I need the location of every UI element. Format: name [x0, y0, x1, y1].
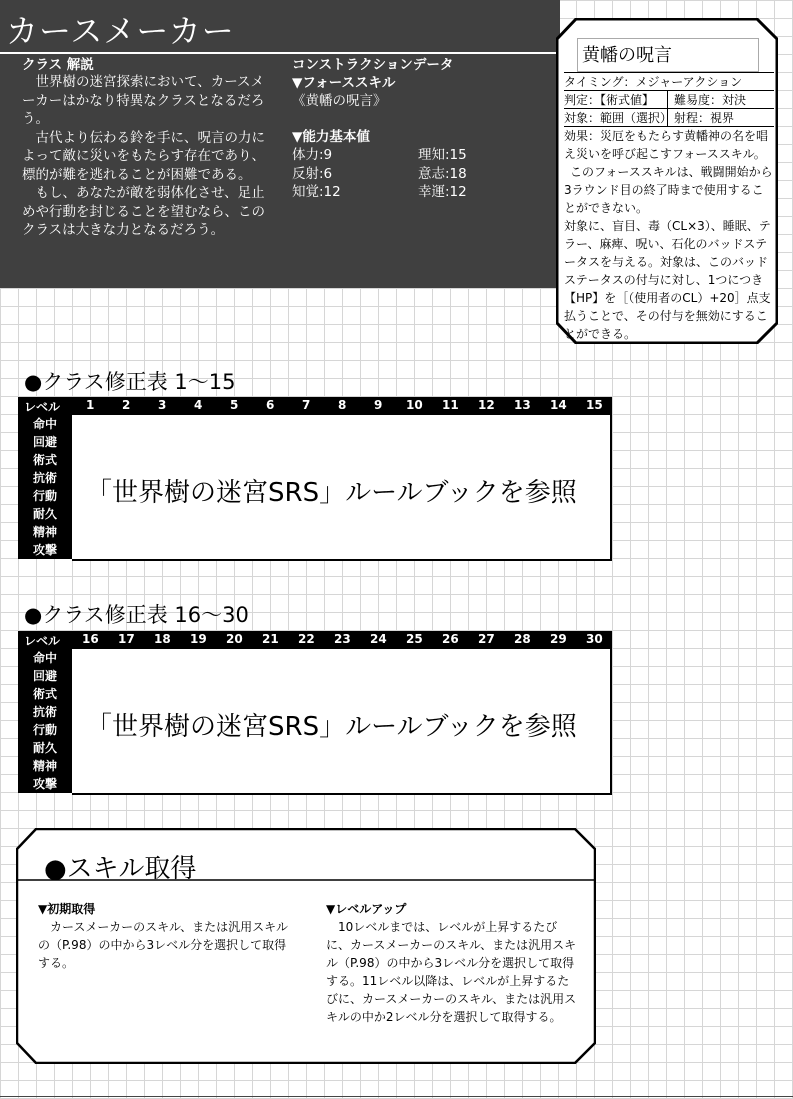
level-number: 24 — [370, 632, 387, 646]
stat-label: 術式 — [32, 687, 57, 701]
table2-stat-column — [18, 649, 72, 793]
stat-label: 耐久 — [32, 741, 57, 755]
level-number: 17 — [118, 632, 135, 646]
level-number: 5 — [230, 398, 239, 412]
stat-label: 命中 — [32, 417, 57, 431]
page-title: カースメーカー — [6, 12, 235, 50]
card-body — [564, 72, 774, 343]
force-skill-heading: ▼フォーススキル — [292, 75, 396, 91]
stat-label: 精神 — [32, 759, 57, 773]
level-number: 22 — [298, 632, 315, 646]
stat-label: 攻撃 — [32, 543, 57, 557]
level-number: 14 — [550, 398, 567, 412]
ability-stats — [292, 146, 492, 202]
class-description-paragraph: 世界樹の迷宮探索において、カースメーカーはかなり特異なクラスとなるだろう。 — [22, 74, 265, 127]
card-judge: 判定：【術式値】 — [564, 91, 668, 108]
initial-acquisition-text: カースメーカーのスキル、または汎用スキルの（P.98）の中から3レベル分を選択して取得する。 — [38, 920, 288, 970]
level-number: 12 — [478, 398, 495, 412]
level-number: 6 — [266, 398, 275, 412]
level-number: 1 — [86, 398, 95, 412]
table1-reference-text: 「世界樹の迷宮SRS」ルールブックを参照 — [86, 478, 577, 508]
table2-reference-text: 「世界樹の迷宮SRS」ルールブックを参照 — [86, 712, 577, 742]
level-number: 28 — [514, 632, 531, 646]
level-number: 26 — [442, 632, 459, 646]
stat-label: 行動 — [32, 723, 57, 737]
level-number: 29 — [550, 632, 567, 646]
level-number: 25 — [406, 632, 423, 646]
initial-acquisition — [38, 918, 290, 972]
class-description-paragraph: 古代より伝わる鈴を手に、呪言の力によって敵に災いをもたらす存在であり、標的が難を逃れることが困難である。 — [22, 129, 265, 183]
level-number: 20 — [226, 632, 243, 646]
level-number: 4 — [194, 398, 203, 412]
level-number: 27 — [478, 632, 495, 646]
stat-label: 耐久 — [32, 507, 57, 521]
stat-label: 攻撃 — [32, 777, 57, 791]
table2-title: ●クラス修正表 16〜30 — [24, 603, 249, 627]
stat-value: 反射:6 — [292, 165, 333, 182]
level-label: レベル — [24, 400, 61, 414]
card-timing: タイミング：メジャーアクション — [564, 72, 774, 91]
stat-value: 幸運:12 — [418, 184, 467, 200]
stat-label: 回避 — [32, 435, 57, 449]
stat-row — [292, 165, 492, 184]
stat-label: 術式 — [32, 453, 57, 467]
stat-value: 理知:15 — [418, 147, 467, 163]
stat-label: 行動 — [32, 489, 57, 503]
stat-row — [292, 183, 492, 202]
table1-stat-column — [18, 415, 72, 559]
levelup-text: 10レベルまでは、レベルが上昇するたびに、カースメーカーのスキル、または汎用スキル（P.98）の中から3レベル分を選択して取得する。11レベル以降は、レベルが上昇するたびに、カースメーカーのスキル、または汎用スキルの中か2レベル分を選択して取得する。 — [326, 920, 577, 1024]
stat-value: 体力:9 — [292, 147, 333, 163]
card-effect: このフォーススキルは、戦闘開始から3ラウンド目の終了時まで使用することができない。 — [564, 165, 773, 215]
level-number: 9 — [374, 398, 383, 412]
class-description — [22, 73, 270, 240]
class-description-heading: クラス 解説 — [22, 57, 94, 73]
level-number: 21 — [262, 632, 279, 646]
skill-acquisition-title: ●スキル取得 — [44, 854, 197, 884]
level-number: 7 — [302, 398, 311, 412]
level-number: 10 — [406, 398, 423, 412]
stat-label: 抗術 — [32, 471, 57, 485]
initial-acquisition-heading: ▼初期取得 — [38, 902, 96, 916]
stat-label: 回避 — [32, 669, 57, 683]
card-target-row — [564, 109, 774, 127]
level-number: 3 — [158, 398, 167, 412]
card-effect: 効果：災厄をもたらす黄幡神の名を唱え災いを呼び起こすフォーススキル。 — [564, 129, 769, 161]
level-label: レベル — [24, 634, 61, 648]
card-difficulty: 難易度：対決 — [674, 93, 747, 107]
table1-title: ●クラス修正表 1〜15 — [24, 370, 236, 394]
level-number: 23 — [334, 632, 351, 646]
stat-label: 抗術 — [32, 705, 57, 719]
level-number: 8 — [338, 398, 347, 412]
levelup — [326, 918, 578, 1026]
level-number: 15 — [586, 398, 603, 412]
card-target: 対象：範囲（選択） — [564, 111, 673, 125]
ability-heading: ▼能力基本値 — [292, 129, 370, 145]
stat-label: 精神 — [32, 525, 57, 539]
stat-value: 知覚:12 — [292, 184, 341, 200]
construction-data-heading: コンストラクションデータ — [292, 57, 454, 73]
card-range: 射程：視界 — [674, 111, 735, 125]
card-judge-row — [564, 91, 774, 109]
stat-row — [292, 146, 492, 165]
card-title: 黄幡の呪言 — [582, 45, 672, 66]
level-number: 2 — [122, 398, 131, 412]
page-bottom-rule — [0, 1096, 793, 1097]
level-number: 16 — [82, 632, 99, 646]
level-number: 11 — [442, 398, 459, 412]
level-number: 19 — [190, 632, 207, 646]
force-skill-name: 《黄幡の呪言》 — [292, 93, 387, 109]
stat-value: 意志:18 — [418, 165, 467, 182]
title-rule — [0, 52, 560, 54]
card-effect: 対象に、盲目、毒（CL×3）、睡眠、テラー、麻痺、呪い、石化のバッドステータスを与える。対象は、このバッドステータスの付与に対し、1つにつき【HP】を［（使用者のCL）+20］点支払うことで、その付与を無効にすることができる。 — [564, 219, 771, 341]
level-number: 13 — [514, 398, 531, 412]
stat-label: 命中 — [32, 651, 57, 665]
level-number: 18 — [154, 632, 171, 646]
level-number: 30 — [586, 632, 603, 646]
class-description-paragraph: もし、あなたが敵を弱体化させ、足止めや行動を封じることを望むなら、このクラスは大きな力となるだろう。 — [22, 185, 265, 238]
levelup-heading: ▼レベルアップ — [326, 902, 407, 916]
